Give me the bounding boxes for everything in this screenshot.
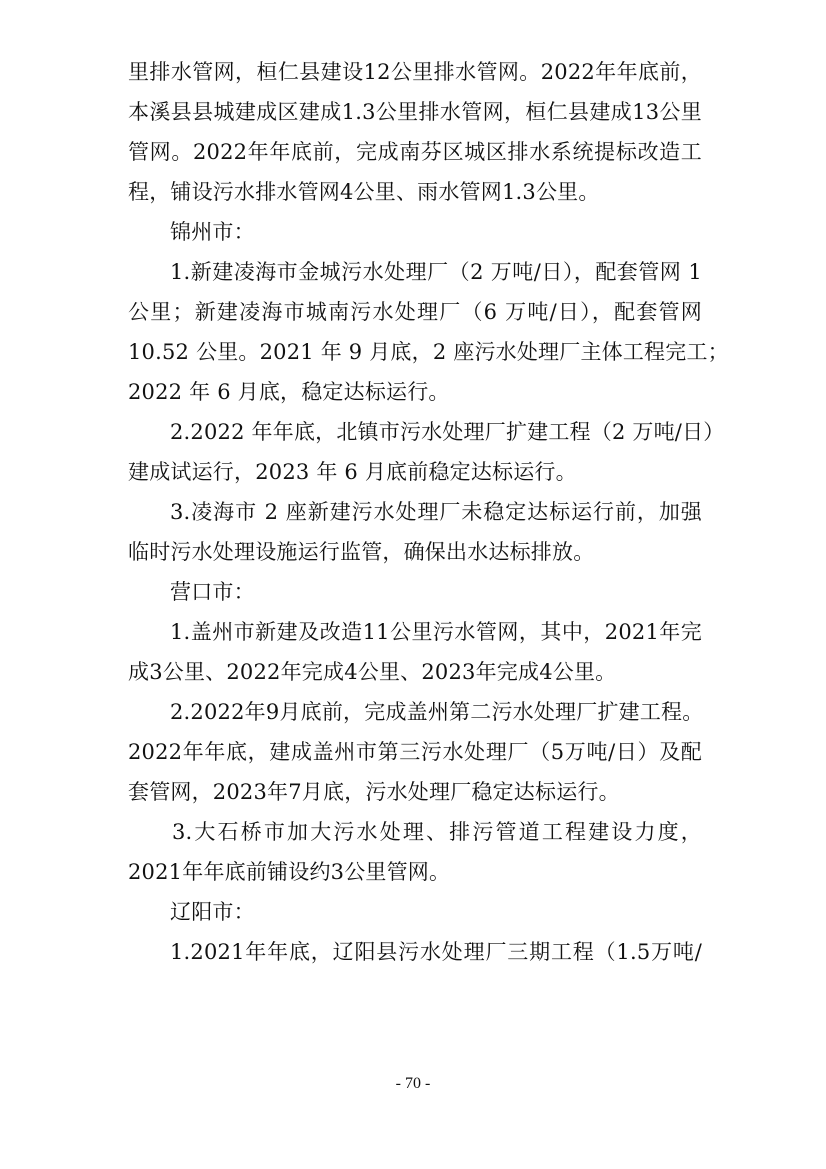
paragraph-line: 2.2022 年年底，北镇市污水处理厂扩建工程（2 万吨/日） — [170, 420, 725, 444]
paragraph-line: 临时污水处理设施运行监管，确保出水达标排放。 — [128, 540, 595, 564]
paragraph-line: 程，铺设污水排水管网4公里、雨水管网1.3公里。 — [128, 180, 600, 204]
section-heading-yingkou: 营口市： — [170, 580, 255, 604]
page-number: - 70 - — [395, 1075, 431, 1092]
paragraph-line: 套管网，2023年7月底，污水处理厂稳定达标运行。 — [128, 780, 620, 804]
paragraph-line: 2022 年 6 月底，稳定达标运行。 — [128, 380, 450, 404]
paragraph-line: 成3公里、2022年完成4公里、2023年完成4公里。 — [128, 660, 617, 684]
paragraph-line: 3.凌海市 2 座新建污水处理厂未稳定达标运行前，加强 — [170, 500, 702, 524]
paragraph-line: 管网。2022年年底前，完成南芬区城区排水系统提标改造工 — [128, 140, 702, 164]
paragraph-line: 2022年年底，建成盖州市第三污水处理厂（5万吨/日）及配 — [128, 740, 702, 764]
paragraph-line: 3.大石桥市加大污水处理、排污管道工程建设力度， — [172, 820, 702, 844]
section-heading-jinzhou: 锦州市： — [170, 220, 255, 244]
paragraph-line: 2.2022年9月底前，完成盖州第二污水处理厂扩建工程。 — [170, 700, 704, 724]
paragraph-line: 10.52 公里。2021 年 9 月底，2 座污水处理厂主体工程完工； — [128, 340, 729, 364]
paragraph-line: 里排水管网，桓仁县建设12公里排水管网。2022年年底前， — [128, 60, 702, 84]
paragraph-line: 公里；新建凌海市城南污水处理厂（6 万吨/日），配套管网 — [128, 300, 702, 324]
paragraph-line: 1.2021年年底，辽阳县污水处理厂三期工程（1.5万吨/ — [170, 940, 702, 964]
paragraph-line: 2021年年底前铺设约3公里管网。 — [128, 860, 451, 884]
section-heading-liaoyang: 辽阳市： — [170, 900, 255, 924]
paragraph-line: 本溪县县城建成区建成1.3公里排水管网，桓仁县建成13公里 — [128, 100, 702, 124]
paragraph-line: 1.盖州市新建及改造11公里污水管网，其中，2021年完 — [170, 620, 702, 644]
paragraph-line: 建成试运行，2023 年 6 月底前稳定达标运行。 — [128, 460, 577, 484]
paragraph-line: 1.新建凌海市金城污水处理厂（2 万吨/日），配套管网 1 — [170, 260, 702, 284]
